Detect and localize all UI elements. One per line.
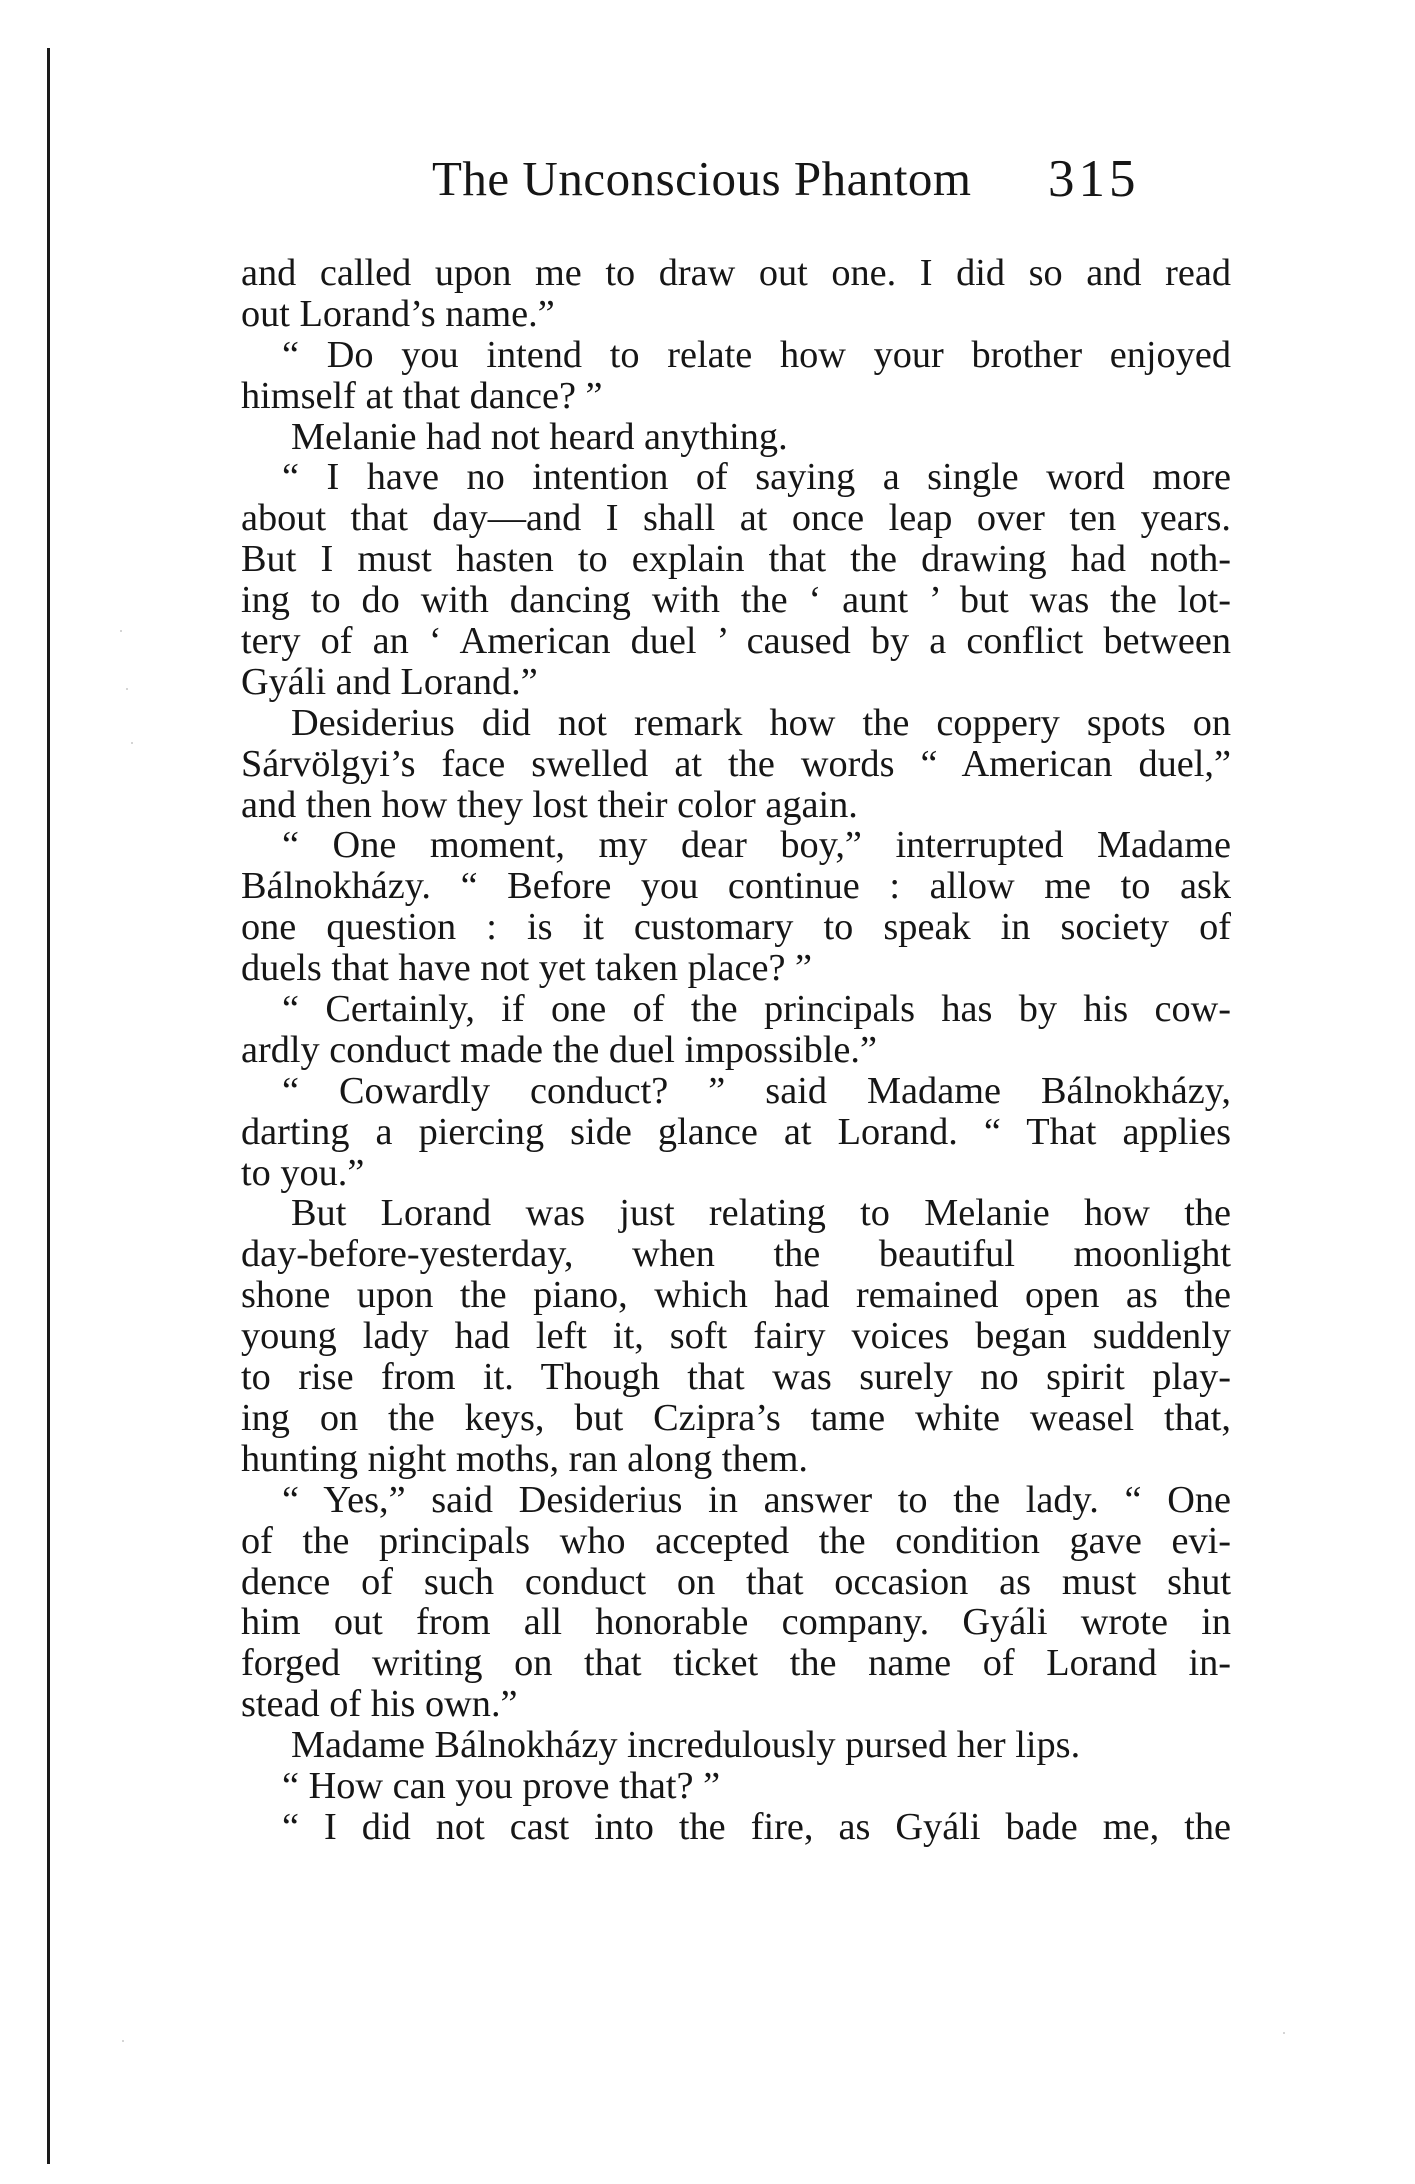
- text-line: to you.”: [241, 1151, 365, 1194]
- text-line: “ Yes,” said Desiderius in answer to the lady. “ One: [282, 1478, 1231, 1521]
- page-number: 315: [1048, 150, 1140, 208]
- scan-speck: [122, 2040, 124, 2042]
- text-line: forged writing on that ticket the name of Lorand in-: [241, 1642, 1231, 1685]
- text-line: about that day—and I shall at once leap over ten years.: [241, 497, 1231, 540]
- text-line: and called upon me to draw out one. I did so and read: [241, 252, 1231, 294]
- text-line: Madame Bálnokházy incredulously pursed her lips.: [291, 1724, 1081, 1767]
- page-gutter-rule: [47, 48, 50, 2164]
- text-line: Desiderius did not remark how the coppery spots on: [291, 701, 1231, 744]
- running-title: The Unconscious Phantom: [432, 151, 972, 206]
- text-line: Bálnokházy. “ Before you continue : allow me to ask: [241, 865, 1231, 908]
- text-line: darting a piercing side glance at Lorand. “ That applies: [241, 1110, 1231, 1153]
- text-line: “ Certainly, if one of the principals has by his cow-: [282, 988, 1231, 1031]
- text-line: “ Do you intend to relate how your brother enjoyed: [282, 333, 1231, 376]
- text-line: hunting night moths, ran along them.: [241, 1437, 808, 1480]
- scan-speck: [131, 742, 133, 744]
- text-line: shone upon the piano, which had remained open as the: [241, 1274, 1231, 1317]
- scan-speck: [126, 688, 128, 690]
- text-line: duels that have not yet taken place? ”: [241, 947, 813, 990]
- text-line: “ I did not cast into the fire, as Gyáli bade me, the: [282, 1805, 1231, 1848]
- text-line: of the principals who accepted the condition gave evi-: [241, 1519, 1231, 1562]
- text-line: But Lorand was just relating to Melanie how the: [291, 1192, 1231, 1235]
- text-line: Melanie had not heard anything.: [291, 415, 788, 458]
- text-line: young lady had left it, soft fairy voices began suddenly: [241, 1315, 1231, 1358]
- text-line: But I must hasten to explain that the drawing had noth-: [241, 538, 1231, 581]
- text-line: ardly conduct made the duel impossible.”: [241, 1028, 877, 1071]
- text-line: dence of such conduct on that occasion as must shut: [241, 1560, 1231, 1603]
- text-line: “ Cowardly conduct? ” said Madame Bálnokházy,: [282, 1069, 1231, 1112]
- text-line: Gyáli and Lorand.”: [241, 660, 538, 703]
- text-line: ing to do with dancing with the ‘ aunt ’ but was the lot-: [241, 579, 1231, 622]
- text-line: out Lorand’s name.”: [241, 292, 555, 335]
- page-header: [236, 144, 1230, 214]
- text-line: one question : is it customary to speak in society of: [241, 906, 1231, 949]
- text-line: ing on the keys, but Czipra’s tame white weasel that,: [241, 1396, 1231, 1439]
- text-line: him out from all honorable company. Gyáli wrote in: [241, 1601, 1231, 1644]
- text-line: stead of his own.”: [241, 1683, 518, 1726]
- text-line: to rise from it. Though that was surely no spirit play-: [241, 1356, 1231, 1399]
- scan-speck: [120, 630, 122, 632]
- text-line: “ I have no intention of saying a single word more: [282, 456, 1231, 499]
- text-line: himself at that dance? ”: [241, 374, 603, 417]
- text-line: “ One moment, my dear boy,” interrupted Madame: [282, 824, 1231, 867]
- text-line: and then how they lost their color again.: [241, 783, 858, 826]
- body-text: [241, 253, 1231, 1933]
- text-line: Sárvölgyi’s face swelled at the words “ American duel,”: [241, 742, 1231, 785]
- text-line: day-before-yesterday, when the beautiful moonlight: [241, 1233, 1231, 1276]
- scan-speck: [1283, 2032, 1285, 2034]
- text-line: tery of an ‘ American duel ’ caused by a conflict between: [241, 620, 1231, 663]
- text-line: “ How can you prove that? ”: [282, 1764, 721, 1807]
